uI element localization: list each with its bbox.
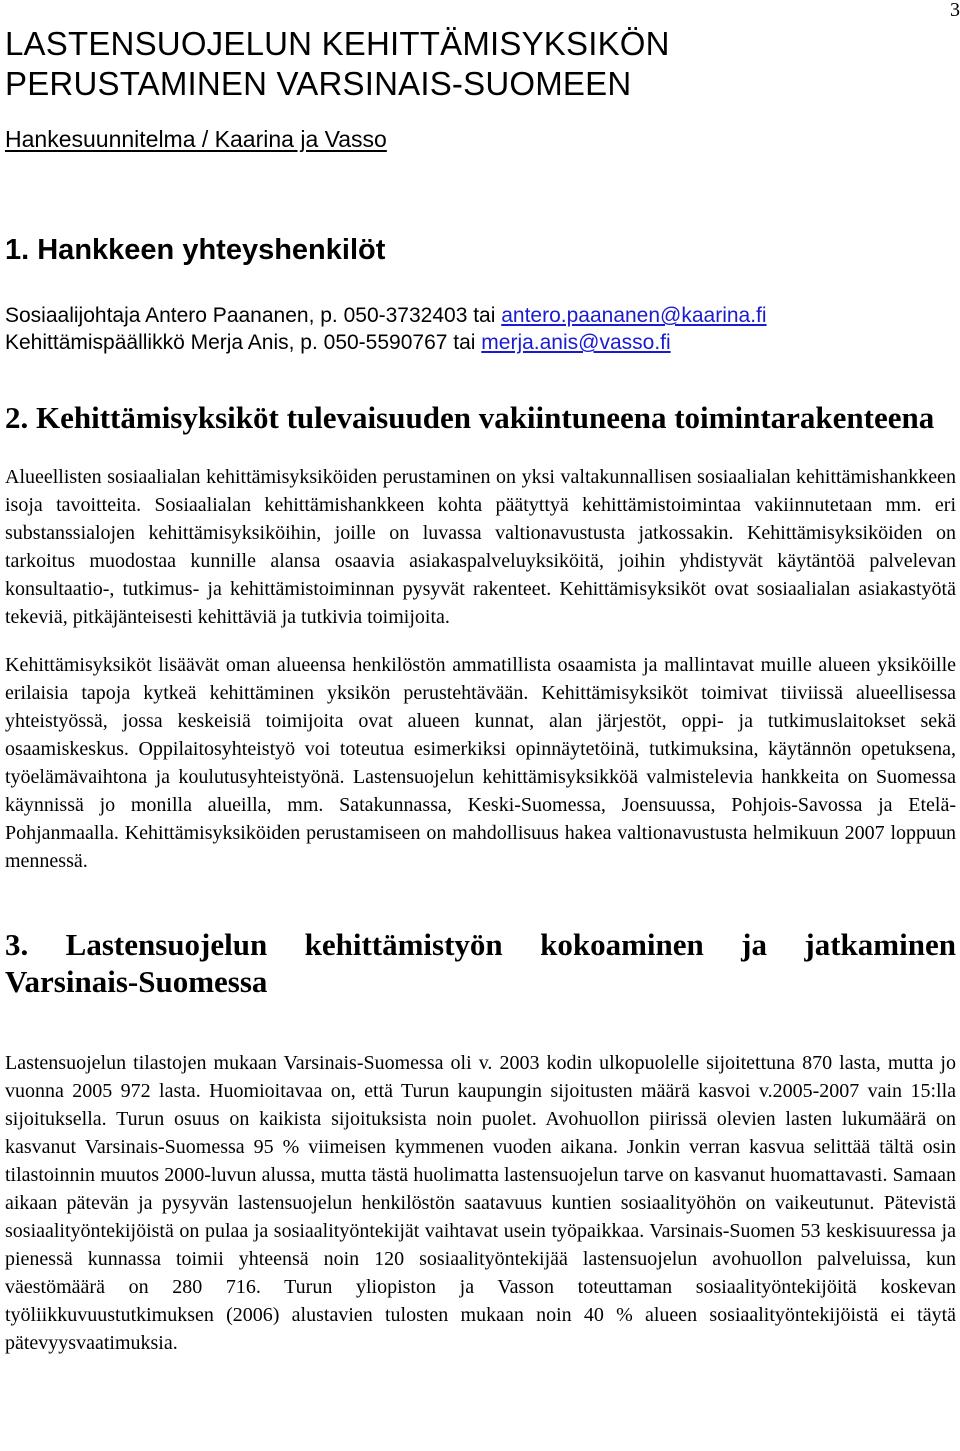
contact-text: Sosiaalijohtaja Antero Paananen, p. 050-3732403 tai	[5, 304, 502, 327]
heading-word: jatkaminen	[804, 927, 956, 962]
section3-heading-line2: Varsinais-Suomessa	[5, 964, 268, 999]
contact-line	[5, 329, 956, 356]
section2-paragraph-2: Kehittämisyksiköt lisäävät oman alueensa henkilöstön ammatillista osaamista ja mallintavat muille alueen yksiköille erilaisia tapoja kytkeä kehittäminen yksikön perustehtävään. Kehittämisyksiköt toimivat tiiviissä alueellisessa yhteistyössä, jossa keskeisiä toimijoita ovat alueen kunnat, alan järjestöt, oppi- ja tutkimuslaitokset sekä osaamiskeskus. Oppilaitosyhteistyö voi toteutua esimerkiksi opinnäytetöinä, tutkimuksina, käytännön opetuksena, työelämävaihtona ja koulutusyhteistyönä. Lastensuojelun kehittämisyksikköä valmistelevia hankkeita on Suomessa käynnissä jo monilla alueilla, mm. Satakunnassa, Keski-Suomessa, Joensuussa, Pohjois-Savossa ja Etelä-Pohjanmaalla. Kehittämisyksiköiden perustamiseen on mahdollisuus hakea valtionavustusta helmikuun 2007 loppuun mennessä.	[5, 654, 956, 872]
contact-text: Kehittämispäällikkö Merja Anis, p. 050-5590767 tai	[5, 331, 482, 354]
heading-word: Lastensuojelun	[65, 927, 268, 962]
heading-word: 3.	[5, 927, 29, 962]
document-title	[5, 24, 956, 104]
section3-heading-line1	[5, 926, 956, 963]
contact-line	[5, 302, 956, 329]
page-number: 3	[950, 0, 960, 21]
heading-word: kehittämistyön	[304, 927, 503, 962]
document-title-line2: PERUSTAMINEN VARSINAIS-SUOMEEN	[5, 65, 632, 102]
document-title-line1: LASTENSUOJELUN KEHITTÄMISYKSIKÖN	[5, 25, 670, 62]
section3-heading	[5, 926, 956, 1000]
section1-heading: 1. Hankkeen yhteyshenkilöt	[5, 234, 386, 266]
contact-list	[5, 302, 956, 356]
heading-word: ja	[741, 927, 767, 962]
document-subtitle: Hankesuunnitelma / Kaarina ja Vasso	[5, 126, 387, 152]
email-link-antero[interactable]: antero.paananen@kaarina.fi	[501, 304, 767, 327]
email-link-merja[interactable]: merja.anis@vasso.fi	[481, 331, 671, 354]
heading-word: kokoaminen	[540, 927, 704, 962]
section3-paragraph: Lastensuojelun tilastojen mukaan Varsinais-Suomessa oli v. 2003 kodin ulkopuolelle sijoitettuna 870 lasta, mutta jo vuonna 2005 972 lasta. Huomioitavaa on, että Turun kaupungin sijoitusten määrä kasvoi v.2005-2007 vain 15:lla sijoituksella. Turun osuus on kaikista sijoituksista noin puolet. Avohuollon piirissä olevien lasten lukumäärä on kasvanut Varsinais-Suomessa 95 % viimeisen kymmenen vuoden aikana. Jonkin verran kasvua selittää tältä osin tilastoinnin muutos 2000-luvun alussa, mutta tästä huolimatta lastensuojelun tarve on kasvanut huomattavasti. Samaan aikaan pätevän ja pysyvän lastensuojelun henkilöstön saatavuus kuntien sosiaalityöhön on vaikeutunut. Pätevistä sosiaalityöntekijöistä on pulaa ja sosiaalityöntekijät vaihtavat usein työpaikkaa. Varsinais-Suomen 53 keskisuuressa ja pienessä kunnassa toimii yhteensä noin 120 sosiaalityöntekijää lastensuojelun avohuollon palveluissa, kun väestömäärä on 280 716. Turun yliopiston ja Vasson toteuttaman sosiaalityöntekijöitä koskevan työliikkuvuustutkimuksen (2006) alustavien tulosten mukaan noin 40 % alueen sosiaalityöntekijöistä ei täytä pätevyysvaatimuksia.	[5, 1052, 956, 1354]
section2-paragraph-1: Alueellisten sosiaalialan kehittämisyksiköiden perustaminen on yksi valtakunnallisen sosiaalialan kehittämishankkeen isoja tavoitteita. Sosiaalialan kehittämishankkeen kohta päätyttyä kehittämistoimintaa vakiinnutetaan mm. eri substanssialojen kehittämisyksiköihin, joille on luvassa valtionavustusta jatkossakin. Kehittämisyksiköiden on tarkoitus muodostaa kunnille alansa osaavia asiakaspalveluyksiköitä, joihin yhdistyvät käytäntöä palvelevan konsultaatio-, tutkimus- ja kehittämistoiminnan pysyvät rakenteet. Kehittämisyksiköt ovat sosiaalialan asiakastyötä tekeviä, pitkäjänteisesti kehittäviä ja tutkivia toimijoita.	[5, 466, 956, 628]
section2-heading: 2. Kehittämisyksiköt tulevaisuuden vakiintuneena toimintarakenteena	[5, 400, 935, 435]
